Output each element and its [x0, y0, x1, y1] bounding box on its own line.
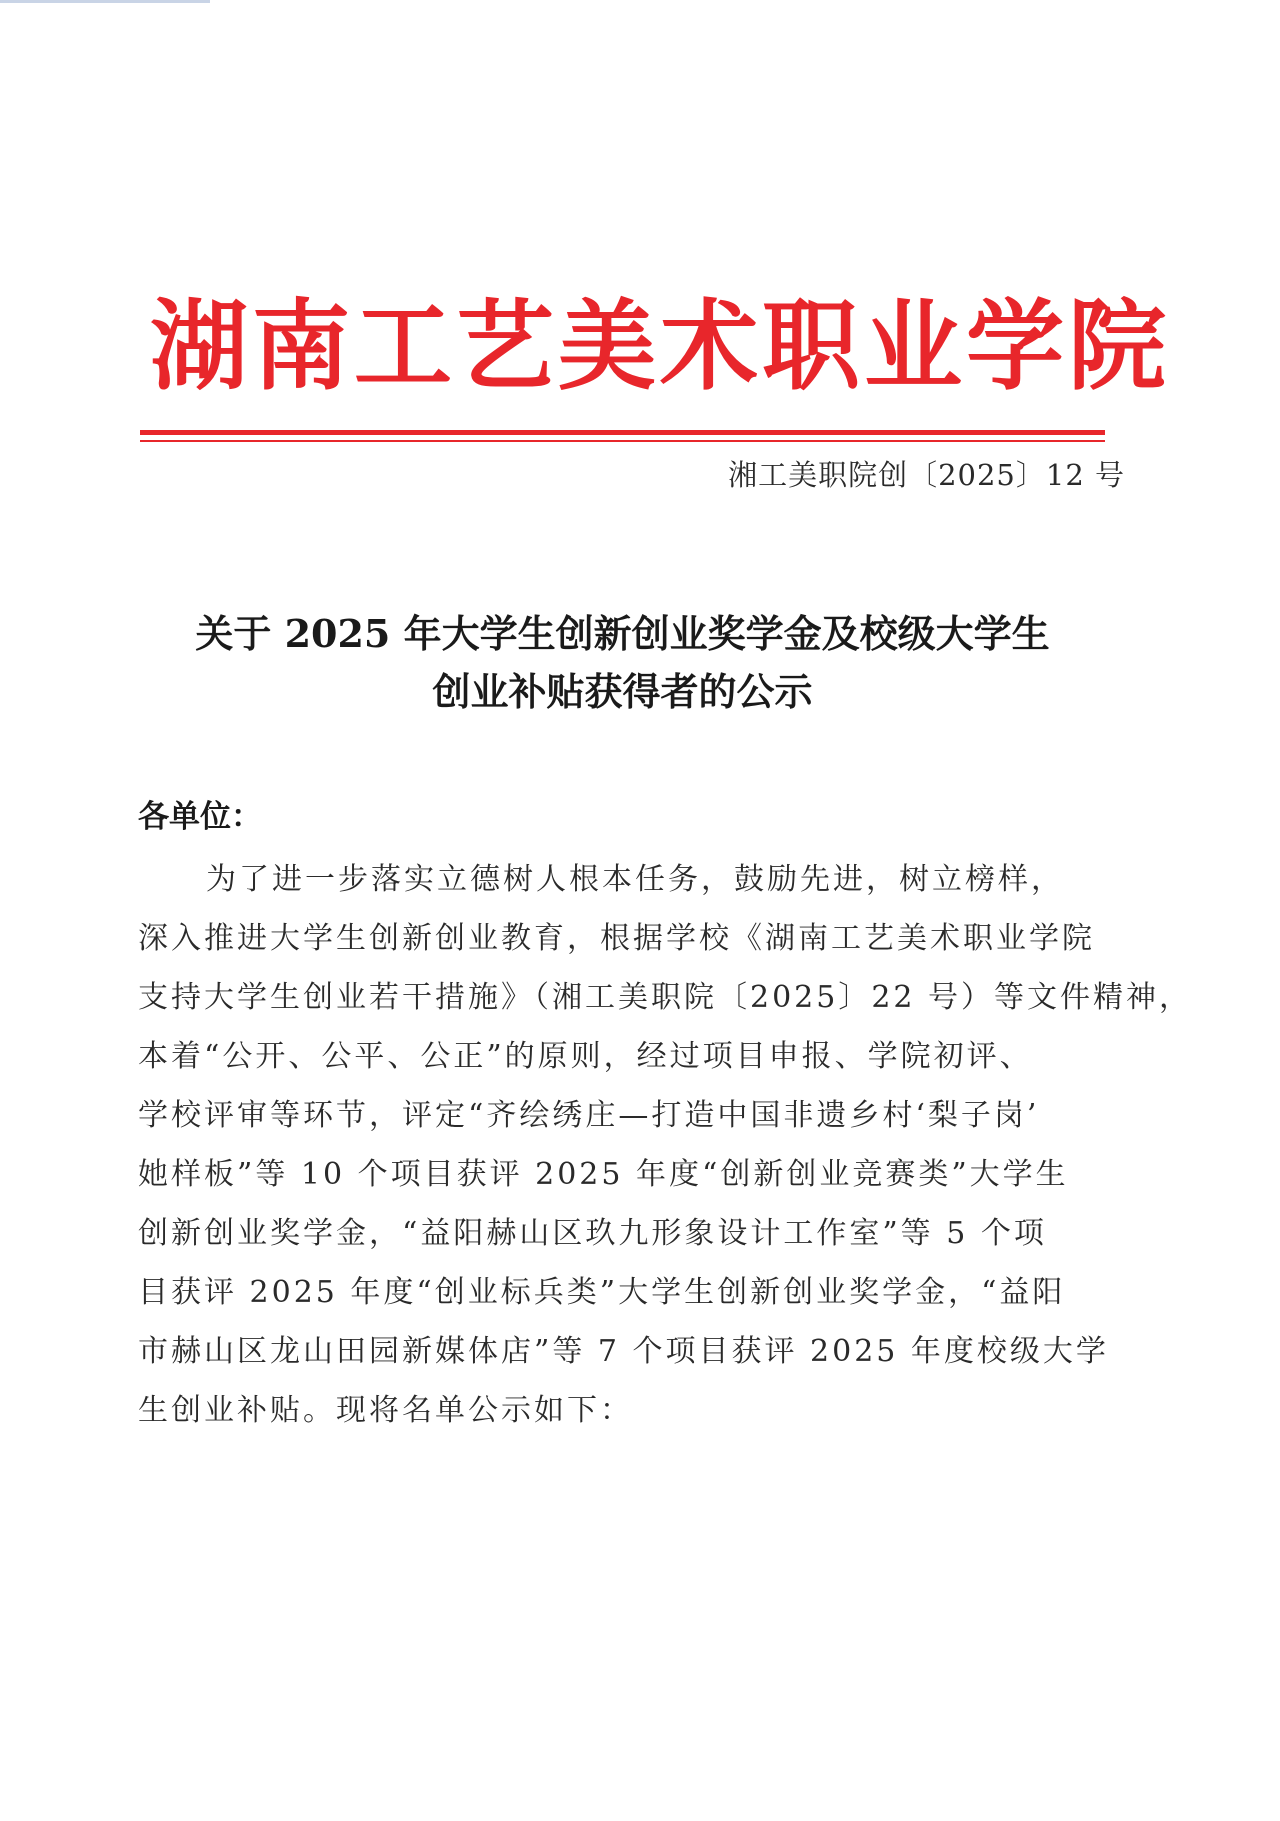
body-line: 她样板”等 10 个项目获评 2025 年度“创新创业竞赛类”大学生	[138, 1157, 1069, 1192]
red-header-rule	[140, 430, 1105, 435]
red-header-rule-thin	[140, 440, 1105, 442]
body-line: 支持大学生创业若干措施》（湘工美职院〔2025〕22 号）等文件精神，	[138, 980, 1193, 1015]
body-paragraph	[138, 850, 1193, 1440]
body-line: 本着“公开、公平、公正”的原则，经过项目申报、学院初评、	[138, 1039, 1033, 1074]
body-line: 为了进一步落实立德树人根本任务，鼓励先进，树立榜样，	[206, 862, 1064, 897]
body-line: 创新创业奖学金，“益阳赫山区玖九形象设计工作室”等 5 个项	[138, 1216, 1047, 1251]
scan-edge-mark	[0, 0, 210, 3]
body-line: 目获评 2025 年度“创业标兵类”大学生创新创业奖学金，“益阳	[138, 1275, 1066, 1310]
body-line: 学校评审等环节，评定“齐绘绣庄—打造中国非遗乡村‘梨子岗’	[138, 1098, 1040, 1133]
document-title-line-2: 创业补贴获得者的公示	[432, 669, 813, 714]
institution-masthead: 湖南工艺美术职业学院	[150, 289, 1171, 404]
document-title-line-1: 关于 2025 年大学生创新创业奖学金及校级大学生	[195, 611, 1050, 656]
body-line: 市赫山区龙山田园新媒体店”等 7 个项目获评 2025 年度校级大学	[138, 1334, 1109, 1369]
salutation: 各单位：	[138, 799, 262, 835]
document-title	[140, 605, 1105, 721]
document-number: 湘工美职院创〔2025〕12 号	[728, 458, 1125, 492]
body-line: 深入推进大学生创新创业教育，根据学校《湖南工艺美术职业学院	[138, 921, 1095, 956]
body-line: 生创业补贴。现将名单公示如下：	[138, 1393, 633, 1428]
